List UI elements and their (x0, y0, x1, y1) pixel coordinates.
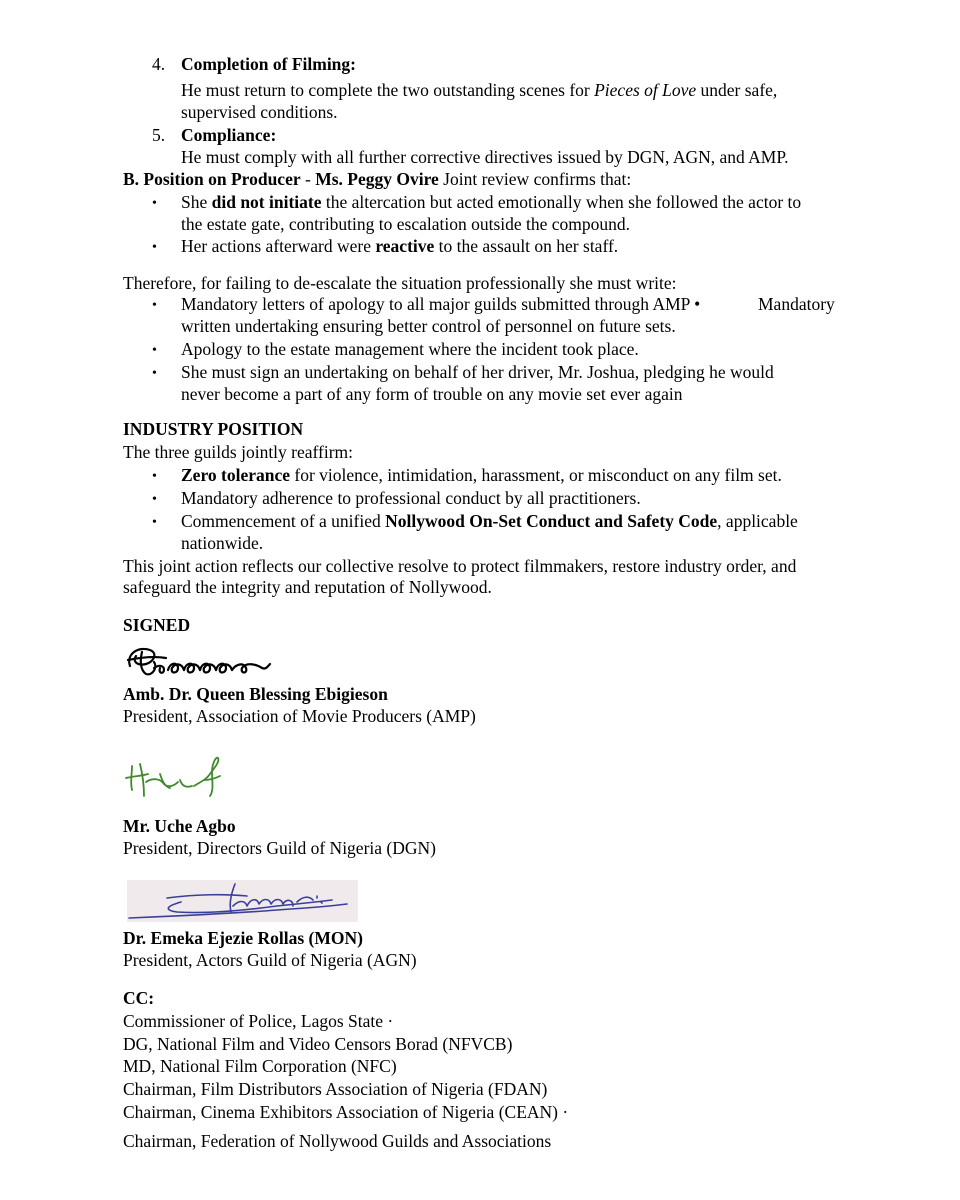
industry-intro: The three guilds jointly reaffirm: (123, 442, 354, 462)
requirement-2: Apology to the estate management where the incident took place. (181, 339, 639, 359)
cc-recipient: Commissioner of Police, Lagos State · (123, 1011, 394, 1031)
cc-recipient: MD, National Film Corporation (NFC) (123, 1056, 397, 1076)
cc-recipient: Chairman, Film Distributors Association of Nigeria (FDAN) (123, 1079, 548, 1099)
requirement-1-cont: written undertaking ensuring better control of personnel on future sets. (181, 316, 676, 336)
industry-point-3: Commencement of a unified Nollywood On-Set Conduct and Safety Code, applicable (181, 511, 798, 531)
bullet-marker: • (152, 343, 157, 358)
item-4-text: He must return to complete the two outstanding scenes for Pieces of Love under safe, (181, 80, 778, 100)
section-b-bullet-1: She did not initiate the altercation but acted emotionally when she followed the actor to (181, 192, 802, 212)
industry-point-2: Mandatory adherence to professional conduct by all practitioners. (181, 488, 641, 508)
therefore-paragraph: Therefore, for failing to de-escalate the situation professionally she must write: (123, 273, 677, 293)
bullet-marker: • (152, 492, 157, 507)
section-b-bullet-2: Her actions afterward were reactive to the assault on her staff. (181, 236, 619, 256)
item-5-heading: Compliance: (181, 125, 277, 145)
signature-image-agn (127, 880, 358, 922)
item-4-number: 4. (152, 54, 166, 74)
section-b-heading: B. Position on Producer - Ms. Peggy Ovire Joint review confirms that: (123, 169, 632, 189)
cc-recipient: Chairman, Federation of Nollywood Guilds and Associations (123, 1131, 552, 1151)
cc-recipient: DG, National Film and Video Censors Borad (NFVCB) (123, 1034, 513, 1054)
industry-point-1: Zero tolerance for violence, intimidation, harassment, or misconduct on any film set. (181, 465, 782, 485)
cc-label: CC: (123, 988, 155, 1008)
item-4-text-cont: supervised conditions. (181, 102, 338, 122)
item-5-number: 5. (152, 125, 166, 145)
requirement-3: She must sign an undertaking on behalf of her driver, Mr. Joshua, pledging he would (181, 362, 774, 382)
industry-position-heading: INDUSTRY POSITION (123, 419, 304, 439)
bullet-marker: • (152, 298, 157, 313)
signature-image-dgn (124, 756, 224, 802)
closing-paragraph: This joint action reflects our collective resolve to protect filmmakers, restore industry order, and (123, 556, 797, 576)
item-5-text: He must comply with all further corrective directives issued by DGN, AGN, and AMP. (181, 147, 789, 167)
item-4-heading: Completion of Filming: (181, 54, 356, 74)
requirement-1: Mandatory letters of apology to all major guilds submitted through AMP • (181, 294, 701, 314)
signature-image-amp (124, 644, 274, 680)
signatory-3-name: Dr. Emeka Ejezie Rollas (MON) (123, 928, 363, 948)
requirement-3-cont: never become a part of any form of trouble on any movie set ever again (181, 384, 683, 404)
signatory-2-title: President, Directors Guild of Nigeria (DGN) (123, 838, 436, 858)
signatory-2-name: Mr. Uche Agbo (123, 816, 236, 836)
signatory-3-title: President, Actors Guild of Nigeria (AGN) (123, 950, 417, 970)
bullet-marker: • (152, 515, 157, 530)
section-b-bullet-1-cont: the estate gate, contributing to escalation outside the compound. (181, 214, 631, 234)
cc-recipient: Chairman, Cinema Exhibitors Association of Nigeria (CEAN) · (123, 1102, 569, 1122)
bullet-marker: • (152, 196, 157, 211)
signatory-1-name: Amb. Dr. Queen Blessing Ebigieson (123, 684, 388, 704)
signatory-1-title: President, Association of Movie Producers (AMP) (123, 706, 476, 726)
industry-point-3-cont: nationwide. (181, 533, 264, 553)
closing-paragraph-cont: safeguard the integrity and reputation of Nollywood. (123, 577, 492, 597)
signed-label: SIGNED (123, 615, 191, 635)
bullet-marker: • (152, 366, 157, 381)
requirement-1b: Mandatory (758, 294, 835, 314)
bullet-marker: • (152, 469, 157, 484)
bullet-marker: • (152, 240, 157, 255)
